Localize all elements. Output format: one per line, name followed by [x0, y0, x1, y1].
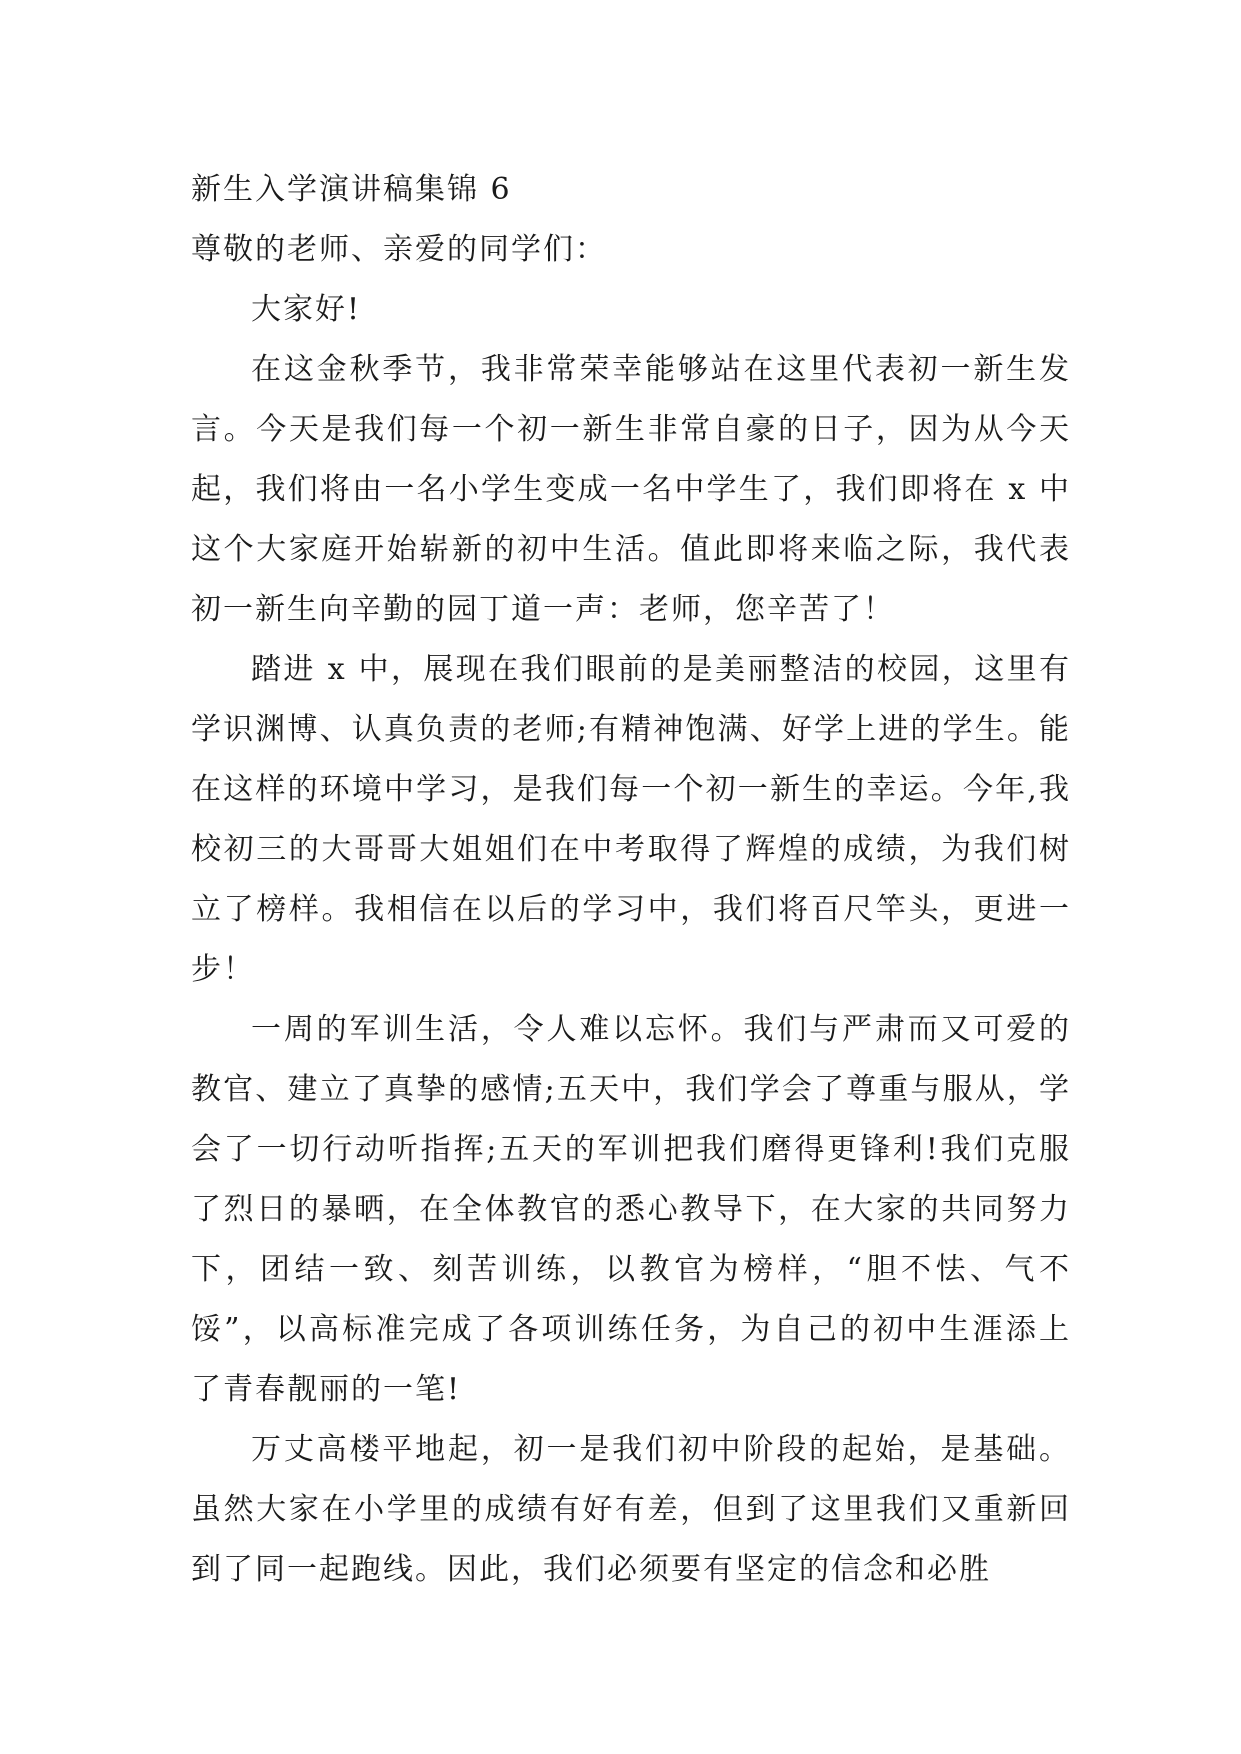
salutation: 尊敬的老师、亲爱的同学们：	[191, 232, 607, 267]
document-title: 新生入学演讲稿集锦 6	[191, 172, 512, 207]
paragraph-3: 一周的军训生活，令人难以忘怀。我们与严肃而又可爱的教官、建立了真挚的感情;五天中，我们学会了尊重与服从，学会了一切行动听指挥;五天的军训把我们磨得更锋利!我们克服了烈日的暴晒，在全体教官的悉心教导下，在大家的共同努力下，团结一致、刻苦训练，以教官为榜样，“胆不怯、气不馁”，以高标准完成了各项训练任务，为自己的初中生涯添上了青春靓丽的一笔!	[191, 1012, 1071, 1407]
paragraph-greeting: 大家好!	[251, 292, 362, 327]
document-body	[191, 160, 1071, 1600]
paragraph-1: 在这金秋季节，我非常荣幸能够站在这里代表初一新生发言。今天是我们每一个初一新生非常自豪的日子，因为从今天起，我们将由一名小学生变成一名中学生了，我们即将在 x 中这个大家庭开始崭新的初中生活。值此即将来临之际，我代表初一新生向辛勤的园丁道一声：老师，您辛苦了！	[191, 352, 1071, 627]
paragraph-2: 踏进 x 中，展现在我们眼前的是美丽整洁的校园，这里有学识渊博、认真负责的老师;有精神饱满、好学上进的学生。能在这样的环境中学习，是我们每一个初一新生的幸运。今年,我校初三的大哥哥大姐姐们在中考取得了辉煌的成绩，为我们树立了榜样。我相信在以后的学习中，我们将百尺竿头，更进一步！	[191, 652, 1071, 987]
paragraph-4: 万丈高楼平地起，初一是我们初中阶段的起始，是基础。虽然大家在小学里的成绩有好有差，但到了这里我们又重新回到了同一起跑线。因此，我们必须要有坚定的信念和必胜	[191, 1432, 1071, 1587]
